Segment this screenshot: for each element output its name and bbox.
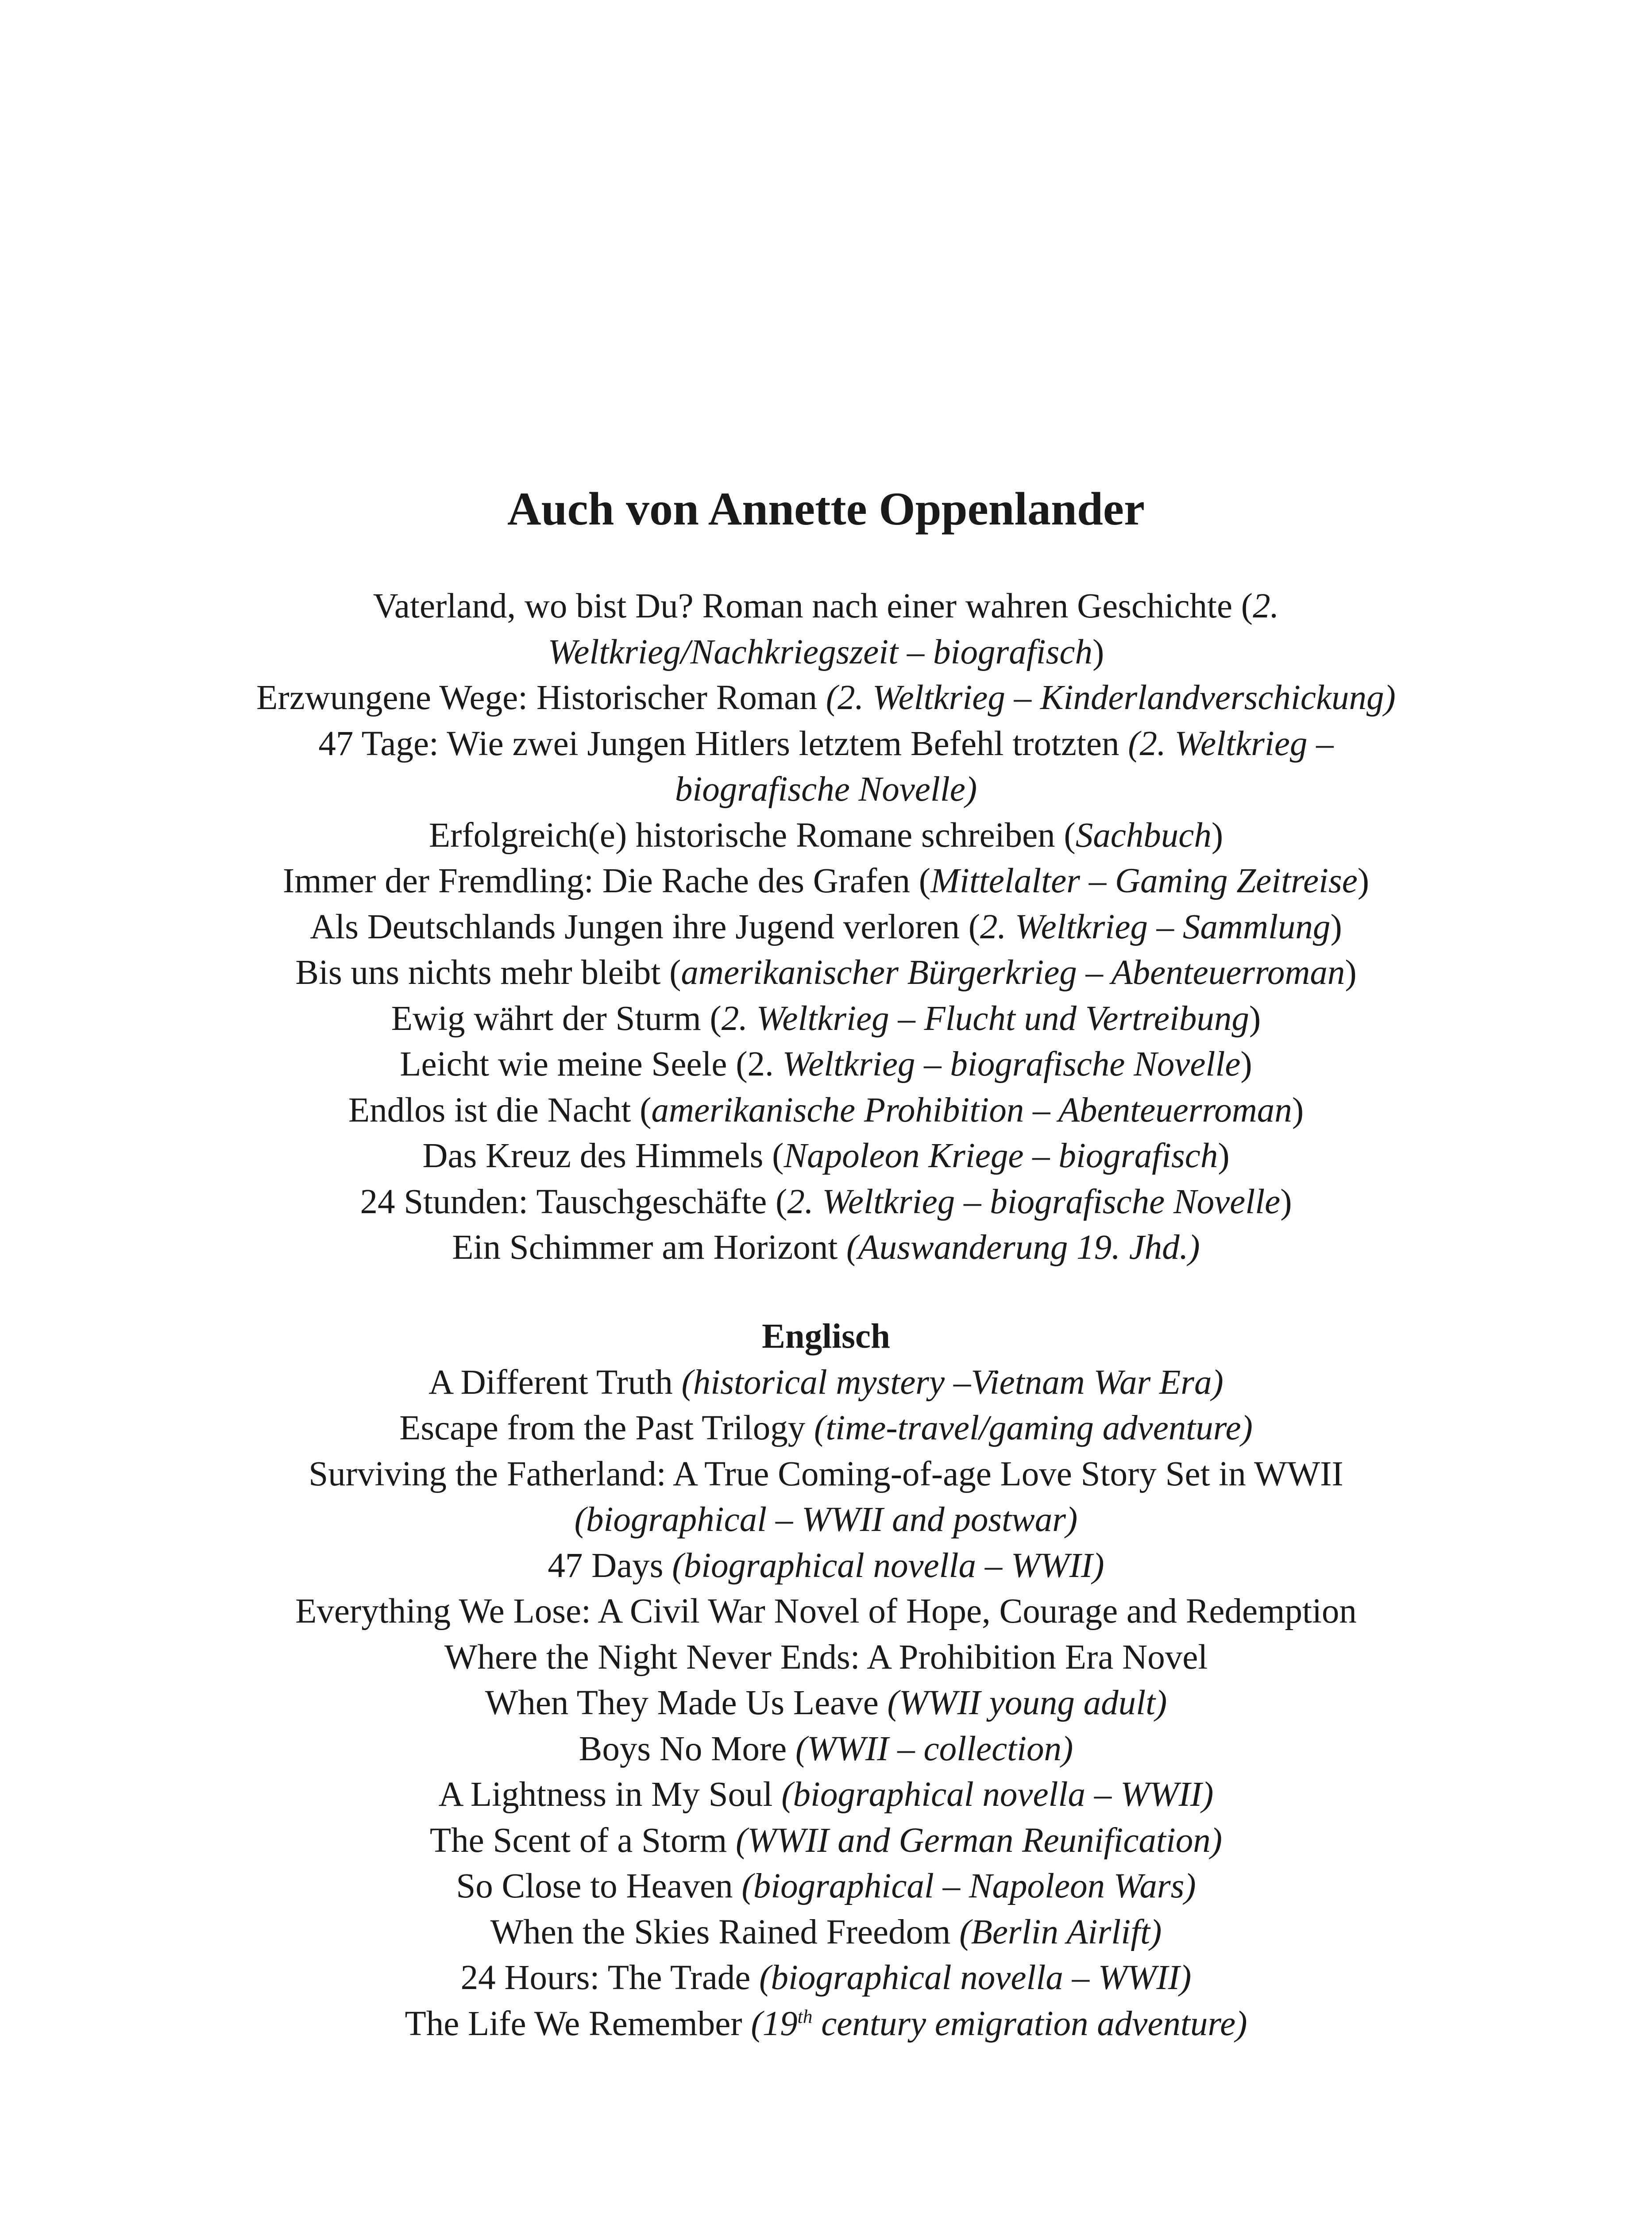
book-note: 2. (1253, 587, 1279, 625)
book-entry (0, 1772, 1652, 1818)
book-title: A Lightness in My Soul (438, 1775, 782, 1814)
book-title: Das Kreuz des Himmels ( (422, 1137, 784, 1175)
book-note-superscript: th (797, 2006, 813, 2028)
book-note-close: ) (1345, 953, 1357, 992)
book-note-close: ) (1211, 816, 1224, 855)
book-title: Everything We Lose: A Civil War Novel of Hope, Courage and Redemption (295, 1592, 1357, 1631)
book-title: 24 Hours: The Trade (460, 1959, 760, 1997)
book-note: (biographical – WWII and postwar) (574, 1500, 1078, 1539)
book-entry (0, 1225, 1652, 1271)
book-title: 47 Tage: Wie zwei Jungen Hitlers letztem Befehl trotzten (318, 724, 1128, 763)
book-entry (0, 1909, 1652, 1955)
book-entry (0, 1087, 1652, 1133)
book-entry (0, 1451, 1652, 1497)
book-title: When They Made Us Leave (485, 1684, 888, 1722)
book-note: Mittelalter – Gaming Zeitreise (930, 862, 1358, 900)
book-entry (0, 858, 1652, 904)
book-note: Sachbuch (1075, 816, 1212, 855)
book-note: (biographical novella – WWII) (759, 1959, 1192, 1997)
book-note-close: ) (1292, 1091, 1304, 1130)
book-note: (time-travel/gaming adventure) (814, 1409, 1253, 1447)
book-note: 2. Weltkrieg – Flucht und Vertreibung (721, 999, 1249, 1038)
book-entry (0, 996, 1652, 1042)
book-note: biografische Novelle) (675, 770, 977, 809)
book-note: (biographical – Napoleon Wars) (741, 1867, 1196, 1905)
book-note-close: ) (1092, 632, 1104, 671)
book-entry (0, 1818, 1652, 1864)
book-note: Weltkrieg – biografische Novelle (782, 1045, 1241, 1083)
book-entry (0, 1179, 1652, 1225)
book-title: The Scent of a Storm (429, 1821, 736, 1860)
book-note: (2. Weltkrieg – (1128, 724, 1334, 763)
book-note: (biographical novella – WWII) (781, 1775, 1214, 1814)
book-entry (0, 583, 1652, 629)
book-entry (0, 1635, 1652, 1681)
book-entry (0, 629, 1652, 675)
book-entry (0, 904, 1652, 950)
book-title: Ewig währt der Sturm ( (391, 999, 722, 1038)
book-title: Als Deutschlands Jungen ihre Jugend verloren ( (310, 907, 980, 946)
book-title: Immer der Fremdling: Die Rache des Grafen ( (282, 862, 931, 900)
book-title: 47 Days (548, 1546, 672, 1585)
english-book-rows (0, 1360, 1652, 2001)
book-note: (WWII and German Reunification) (735, 1821, 1223, 1860)
book-title: The Life We Remember (405, 2004, 751, 2043)
book-note: (Berlin Airlift) (959, 1912, 1162, 1951)
book-title: Boys No More (579, 1729, 795, 1768)
book-entry (0, 813, 1652, 859)
book-note (751, 2005, 1247, 2043)
book-entry (0, 1133, 1652, 1179)
book-entry (0, 1360, 1652, 1406)
book-note: (Auswanderung 19. Jhd.) (846, 1228, 1200, 1267)
book-title: Leicht wie meine Seele (2. (400, 1045, 783, 1083)
book-note-close: ) (1240, 1045, 1252, 1083)
book-entry (0, 1955, 1652, 2001)
book-note: (historical mystery –Vietnam War Era) (681, 1363, 1224, 1402)
book-entry (0, 2001, 1652, 2047)
book-note: Napoleon Kriege – biografisch (784, 1137, 1218, 1175)
book-entry (0, 1543, 1652, 1589)
book-title: Where the Night Never Ends: A Prohibition Era Novel (444, 1638, 1208, 1677)
book-title: Escape from the Past Trilogy (399, 1409, 814, 1447)
book-entry (0, 950, 1652, 996)
book-note: amerikanische Prohibition – Abenteuerroman (651, 1091, 1292, 1130)
book-title: Erzwungene Wege: Historischer Roman (256, 679, 826, 717)
book-note-close: ) (1357, 862, 1370, 900)
book-entry (0, 1726, 1652, 1772)
book-entry (0, 675, 1652, 721)
book-note-part: century emigration adventure) (812, 2004, 1247, 2043)
book-note: amerikanischer Bürgerkrieg – Abenteuerroman (681, 953, 1345, 992)
book-note: 2. Weltkrieg – biografische Novelle (787, 1182, 1281, 1221)
book-entry (0, 1680, 1652, 1726)
book-title: Ein Schimmer am Horizont (452, 1228, 847, 1267)
book-entry (0, 1497, 1652, 1543)
book-note-part: (19 (751, 2004, 798, 2043)
book-note-close: ) (1249, 999, 1261, 1038)
book-title: So Close to Heaven (456, 1867, 742, 1905)
book-title: 24 Stunden: Tauschgeschäfte ( (360, 1182, 787, 1221)
book-entry (0, 721, 1652, 767)
book-title: A Different Truth (428, 1363, 682, 1402)
book-note: (2. Weltkrieg – Kinderlandverschickung) (826, 679, 1396, 717)
english-book-list (0, 1314, 1652, 2047)
book-note: Weltkrieg/Nachkriegszeit – biografisch (548, 632, 1092, 671)
book-note: 2. Weltkrieg – Sammlung (980, 907, 1331, 946)
book-note: (WWII – collection) (795, 1729, 1073, 1768)
book-note-close: ) (1330, 907, 1342, 946)
book-note: (biographical novella – WWII) (672, 1546, 1104, 1585)
book-title: Bis uns nichts mehr bleibt ( (295, 953, 681, 992)
book-title: Endlos ist die Nacht ( (348, 1091, 652, 1130)
german-book-list (0, 583, 1652, 1271)
book-note-close: ) (1218, 1137, 1230, 1175)
book-title: When the Skies Rained Freedom (490, 1912, 960, 1951)
section-heading-english: Englisch (762, 1317, 890, 1356)
book-title: Erfolgreich(e) historische Romane schreiben ( (428, 816, 1076, 855)
book-entry (0, 1588, 1652, 1635)
page-title: Auch von Annette Oppenlander (507, 483, 1145, 535)
book-title: Surviving the Fatherland: A True Coming-of-age Love Story Set in WWII (309, 1454, 1343, 1493)
book-entry (0, 1405, 1652, 1451)
book-title: Vaterland, wo bist Du? Roman nach einer wahren Geschichte ( (373, 587, 1253, 625)
book-entry (0, 1041, 1652, 1087)
book-entry (0, 767, 1652, 813)
book-note: (WWII young adult) (887, 1684, 1167, 1722)
book-note-close: ) (1280, 1182, 1292, 1221)
book-entry (0, 1863, 1652, 1909)
